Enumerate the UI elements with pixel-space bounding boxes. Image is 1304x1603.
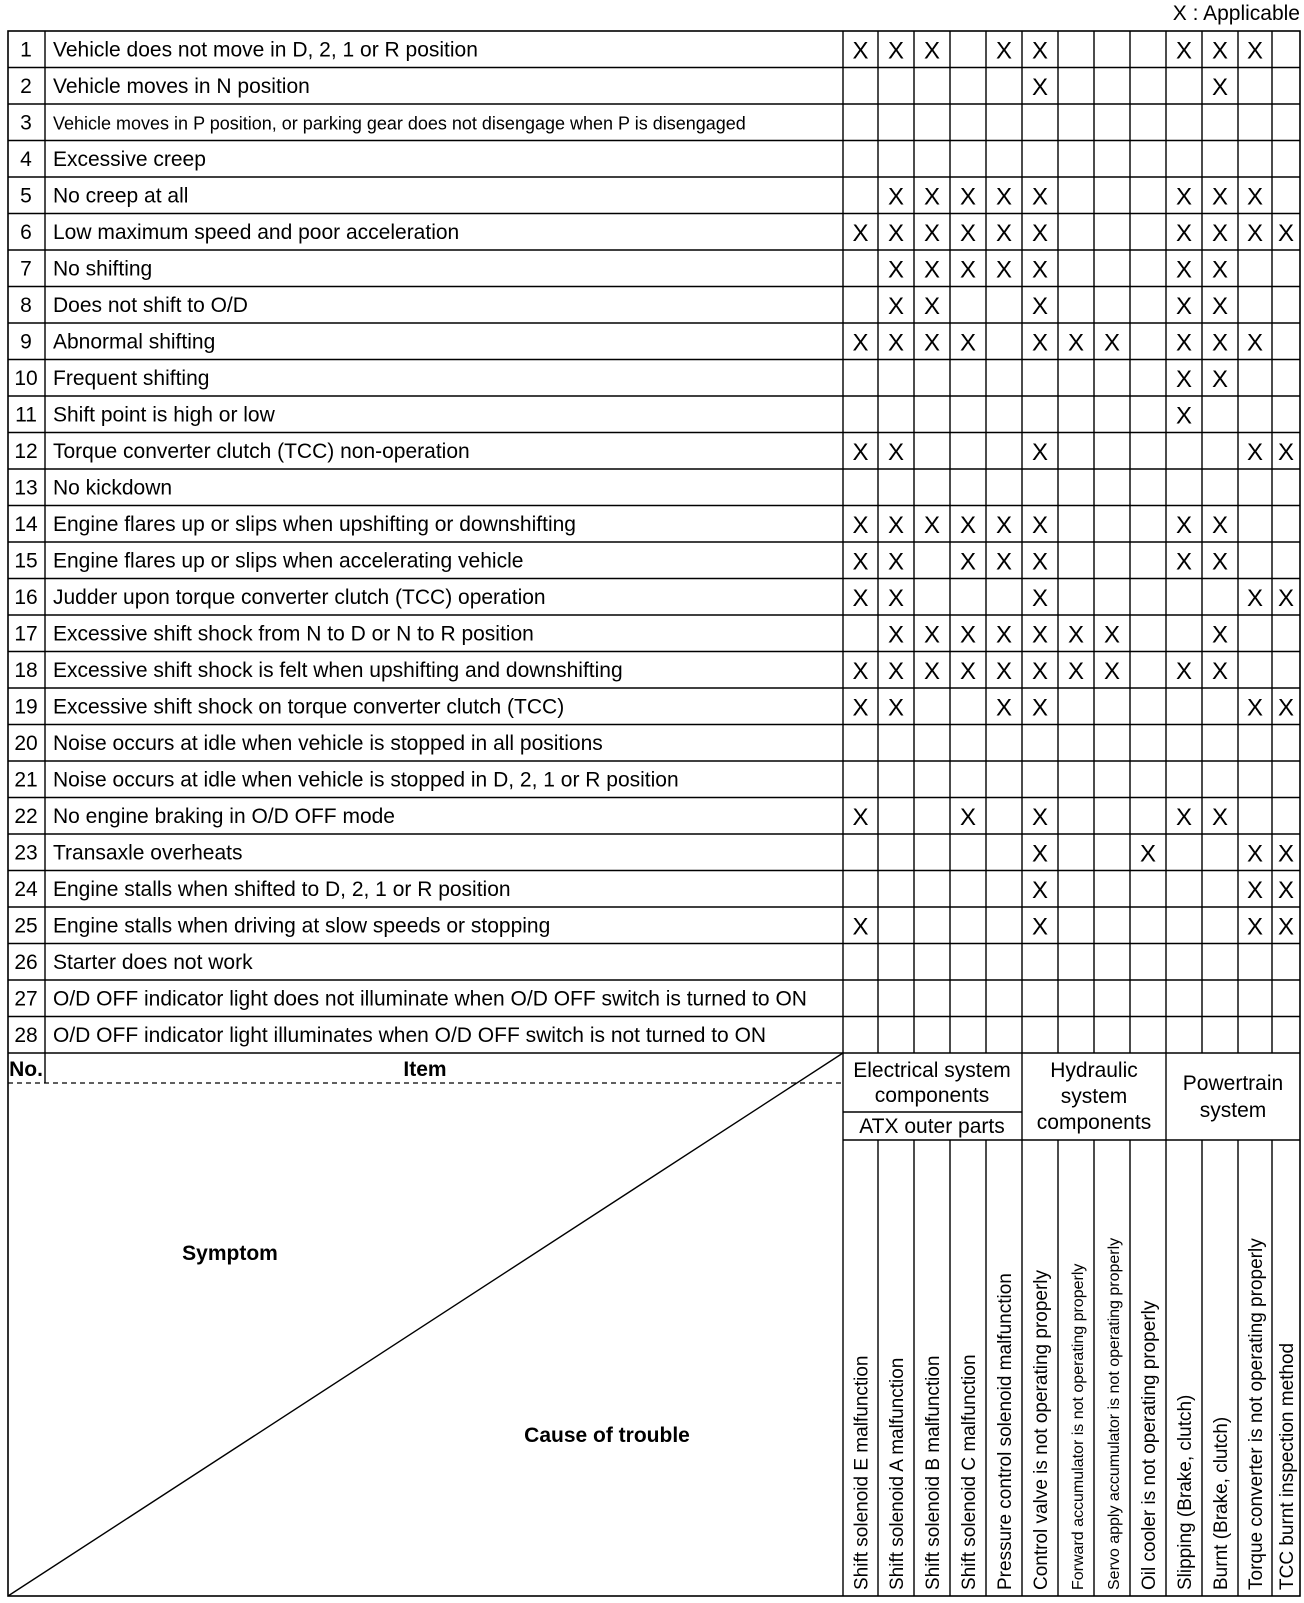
row-item: No shifting [53,257,153,281]
group-header-line: components [1036,1111,1152,1134]
applicable-mark: X [1277,840,1295,868]
applicable-mark: X [887,548,905,576]
column-label: Slipping (Brake, clutch) [1175,1394,1196,1590]
applicable-mark: X [1175,37,1193,65]
column-label: Oil cooler is not operating properly [1139,1300,1160,1590]
applicable-mark: X [1246,219,1264,247]
applicable-mark: X [923,292,941,320]
applicable-mark: X [1139,840,1157,868]
applicable-mark: X [1246,329,1264,357]
applicable-mark: X [887,438,905,466]
applicable-mark: X [1103,621,1121,649]
applicable-mark: X [1211,219,1229,247]
row-item: Engine stalls when shifted to D, 2, 1 or R position [53,877,511,901]
applicable-mark: X [1031,548,1049,576]
applicable-mark: X [852,438,869,466]
row-number: 1 [20,38,32,62]
applicable-mark: X [995,256,1013,284]
applicable-mark: X [1067,621,1085,649]
row-number: 13 [14,476,38,500]
column-label: Shift solenoid C malfunction [959,1354,980,1590]
row-number: 27 [14,987,38,1011]
row-item: Vehicle moves in P position, or parking gear does not disengage when P is disengaged [53,113,746,134]
applicable-mark: X [852,511,869,539]
applicable-mark: X [887,584,905,612]
row-number: 5 [20,184,32,208]
applicable-mark: X [852,657,869,685]
applicable-mark: X [887,694,905,722]
header-diagonal [8,1053,843,1596]
row-item: Frequent shifting [53,366,210,390]
applicable-mark: X [923,37,941,65]
applicable-mark: X [1211,803,1229,831]
applicable-mark: X [852,329,869,357]
applicable-mark: X [887,256,905,284]
row-number: 4 [20,147,32,171]
row-item: Vehicle moves in N position [53,74,310,98]
applicable-mark: X [1211,511,1229,539]
applicable-mark: X [959,183,977,211]
group-header-line: ATX outer parts [859,1115,1005,1138]
applicable-mark: X [887,183,905,211]
applicable-mark: X [852,548,869,576]
row-number: 26 [14,950,38,974]
applicable-mark: X [1211,37,1229,65]
applicable-mark: X [1031,657,1049,685]
applicable-mark: X [1103,329,1121,357]
row-item: Starter does not work [53,950,253,974]
group-header-line: system [1199,1099,1267,1122]
applicable-mark: X [1277,913,1295,941]
applicable-mark: X [1246,37,1264,65]
applicable-mark: X [1031,37,1049,65]
applicable-mark: X [1031,329,1049,357]
applicable-mark: X [887,511,905,539]
row-item: No engine braking in O/D OFF mode [53,804,395,828]
row-item: Torque converter clutch (TCC) non-operation [53,439,470,463]
applicable-mark: X [1211,183,1229,211]
group-header-line: components [874,1084,990,1107]
cause-label: Cause of trouble [524,1424,690,1447]
applicable-mark: X [995,511,1013,539]
row-item: Engine flares up or slips when accelerating vehicle [53,549,524,573]
applicable-mark: X [1277,876,1295,904]
applicable-mark: X [887,657,905,685]
row-item: Does not shift to O/D [53,293,248,317]
row-item: Judder upon torque converter clutch (TCC) operation [53,585,546,609]
row-item: Excessive shift shock on torque converter clutch (TCC) [53,695,565,719]
applicable-mark: X [1031,584,1049,612]
applicable-mark: X [923,256,941,284]
applicable-mark: X [1175,402,1193,430]
applicable-mark: X [1277,584,1295,612]
row-item: O/D OFF indicator light does not illuminate when O/D OFF switch is turned to ON [53,987,807,1011]
row-number: 21 [14,768,38,792]
applicable-mark: X [1211,548,1229,576]
applicable-mark: X [887,621,905,649]
applicable-mark: X [959,256,977,284]
applicable-mark: X [1246,840,1264,868]
applicable-mark: X [1031,511,1049,539]
row-item: O/D OFF indicator light illuminates when O/D OFF switch is not turned to ON [53,1023,767,1047]
row-number: 23 [14,841,38,865]
applicable-mark: X [959,219,977,247]
symptom-label: Symptom [182,1242,278,1265]
row-item: No creep at all [53,184,189,208]
group-header-line: Powertrain [1182,1072,1284,1095]
applicable-mark: X [959,511,977,539]
applicable-mark: X [1211,292,1229,320]
applicable-mark: X [995,657,1013,685]
row-number: 16 [14,585,38,609]
row-number: 25 [14,914,38,938]
column-label: Shift solenoid A malfunction [887,1357,908,1590]
applicable-mark: X [1246,694,1264,722]
applicable-mark: X [1277,438,1295,466]
row-number: 22 [14,804,38,828]
row-number: 18 [14,658,38,682]
column-label: Forward accumulator is not operating properly [1070,1263,1087,1590]
row-item: Abnormal shifting [53,330,216,354]
applicable-mark: X [852,37,869,65]
applicable-mark: X [1175,256,1193,284]
applicable-mark: X [887,292,905,320]
applicable-mark: X [887,329,905,357]
row-number: 9 [20,330,32,354]
applicable-mark: X [995,621,1013,649]
applicable-mark: X [1031,694,1049,722]
applicable-mark: X [1175,511,1193,539]
applicable-mark: X [959,657,977,685]
column-label: Shift solenoid E malfunction [851,1355,873,1590]
group-header-line: system [1060,1085,1128,1108]
row-number: 3 [20,111,32,135]
applicable-mark: X [1175,329,1193,357]
applicable-mark: X [1175,548,1193,576]
applicable-mark: X [1031,292,1049,320]
applicable-mark: X [1211,329,1229,357]
applicable-mark: X [1031,876,1049,904]
applicable-mark: X [1175,365,1193,393]
applicable-mark: X [1246,913,1264,941]
group-header-line: Hydraulic [1050,1059,1138,1082]
applicable-mark: X [852,913,869,941]
row-item: Excessive creep [53,147,206,171]
column-label: Servo apply accumulator is not operating properly [1106,1237,1123,1590]
row-number: 8 [20,293,32,317]
row-item: Engine flares up or slips when upshifting or downshifting [53,512,576,536]
applicable-mark: X [852,694,869,722]
applicable-mark: X [1211,365,1229,393]
row-item: Transaxle overheats [53,841,243,865]
applicable-mark: X [1031,621,1049,649]
applicable-mark: X [1031,913,1049,941]
row-number: 20 [14,731,38,755]
applicable-mark: X [1031,183,1049,211]
applicable-mark: X [1211,621,1229,649]
column-label: Burnt (Brake, clutch) [1211,1416,1232,1590]
row-number: 28 [14,1023,38,1047]
column-label: Shift solenoid B malfunction [923,1355,944,1590]
row-item: Noise occurs at idle when vehicle is stopped in all positions [53,731,603,755]
row-number: 6 [20,220,32,244]
applicable-mark: X [1031,438,1049,466]
applicable-mark: X [923,511,941,539]
applicable-mark: X [852,803,869,831]
row-number: 7 [20,257,32,281]
applicable-mark: X [959,803,977,831]
row-number: 17 [14,622,38,646]
applicable-mark: X [1031,803,1049,831]
applicable-mark: X [1246,876,1264,904]
row-item: Engine stalls when driving at slow speeds or stopping [53,914,551,938]
applicable-mark: X [1175,657,1193,685]
row-number: 2 [20,74,32,98]
applicable-mark: X [1211,256,1229,284]
applicable-mark: X [1067,329,1085,357]
applicable-mark: X [923,621,941,649]
applicable-mark: X [923,183,941,211]
applicable-mark: X [959,548,977,576]
column-label: TCC burnt inspection method [1277,1342,1298,1590]
applicable-mark: X [1175,219,1193,247]
row-item: Shift point is high or low [53,403,275,427]
applicable-mark: X [1175,292,1193,320]
applicable-mark: X [1103,657,1121,685]
applicable-mark: X [1211,73,1229,101]
applicable-mark: X [923,329,941,357]
applicable-mark: X [1175,183,1193,211]
column-label: Control valve is not operating properly [1031,1269,1052,1590]
applicable-mark: X [852,584,869,612]
row-number: 24 [14,877,38,901]
applicable-mark: X [887,37,905,65]
row-number: 11 [15,403,37,427]
applicable-mark: X [1031,256,1049,284]
row-item: Vehicle does not move in D, 2, 1 or R position [53,38,478,62]
group-header-line: Electrical system [853,1059,1011,1082]
applicable-mark: X [1031,73,1049,101]
row-number: 14 [14,512,38,536]
applicable-mark: X [995,548,1013,576]
row-number: 15 [14,549,38,573]
applicable-mark: X [1031,840,1049,868]
column-label: Torque converter is not operating properly [1246,1238,1267,1590]
applicable-mark: X [1277,219,1295,247]
applicable-mark: X [852,219,869,247]
applicable-mark: X [1211,657,1229,685]
legend-applicable: X : Applicable [1172,2,1300,25]
applicable-mark: X [1031,219,1049,247]
applicable-mark: X [995,219,1013,247]
row-item: No kickdown [53,476,173,500]
applicable-mark: X [1175,803,1193,831]
row-item: Noise occurs at idle when vehicle is stopped in D, 2, 1 or R position [53,768,679,792]
applicable-mark: X [995,37,1013,65]
applicable-mark: X [887,219,905,247]
row-item: Excessive shift shock from N to D or N to R position [53,622,534,646]
applicable-mark: X [995,694,1013,722]
item-header: Item [403,1058,447,1081]
applicable-mark: X [959,329,977,357]
applicable-mark: X [1067,657,1085,685]
applicable-mark: X [1246,183,1264,211]
no-header: No. [9,1058,43,1081]
row-item: Excessive shift shock is felt when upshifting and downshifting [53,658,623,682]
applicable-mark: X [959,621,977,649]
applicable-mark: X [923,657,941,685]
row-number: 10 [14,366,38,390]
applicable-mark: X [1277,694,1295,722]
column-label: Pressure control solenoid malfunction [995,1273,1016,1590]
row-item: Low maximum speed and poor acceleration [53,220,460,244]
row-number: 12 [14,439,38,463]
applicable-mark: X [1246,438,1264,466]
row-number: 19 [14,695,38,719]
applicable-mark: X [995,183,1013,211]
applicable-mark: X [1246,584,1264,612]
applicable-mark: X [923,219,941,247]
